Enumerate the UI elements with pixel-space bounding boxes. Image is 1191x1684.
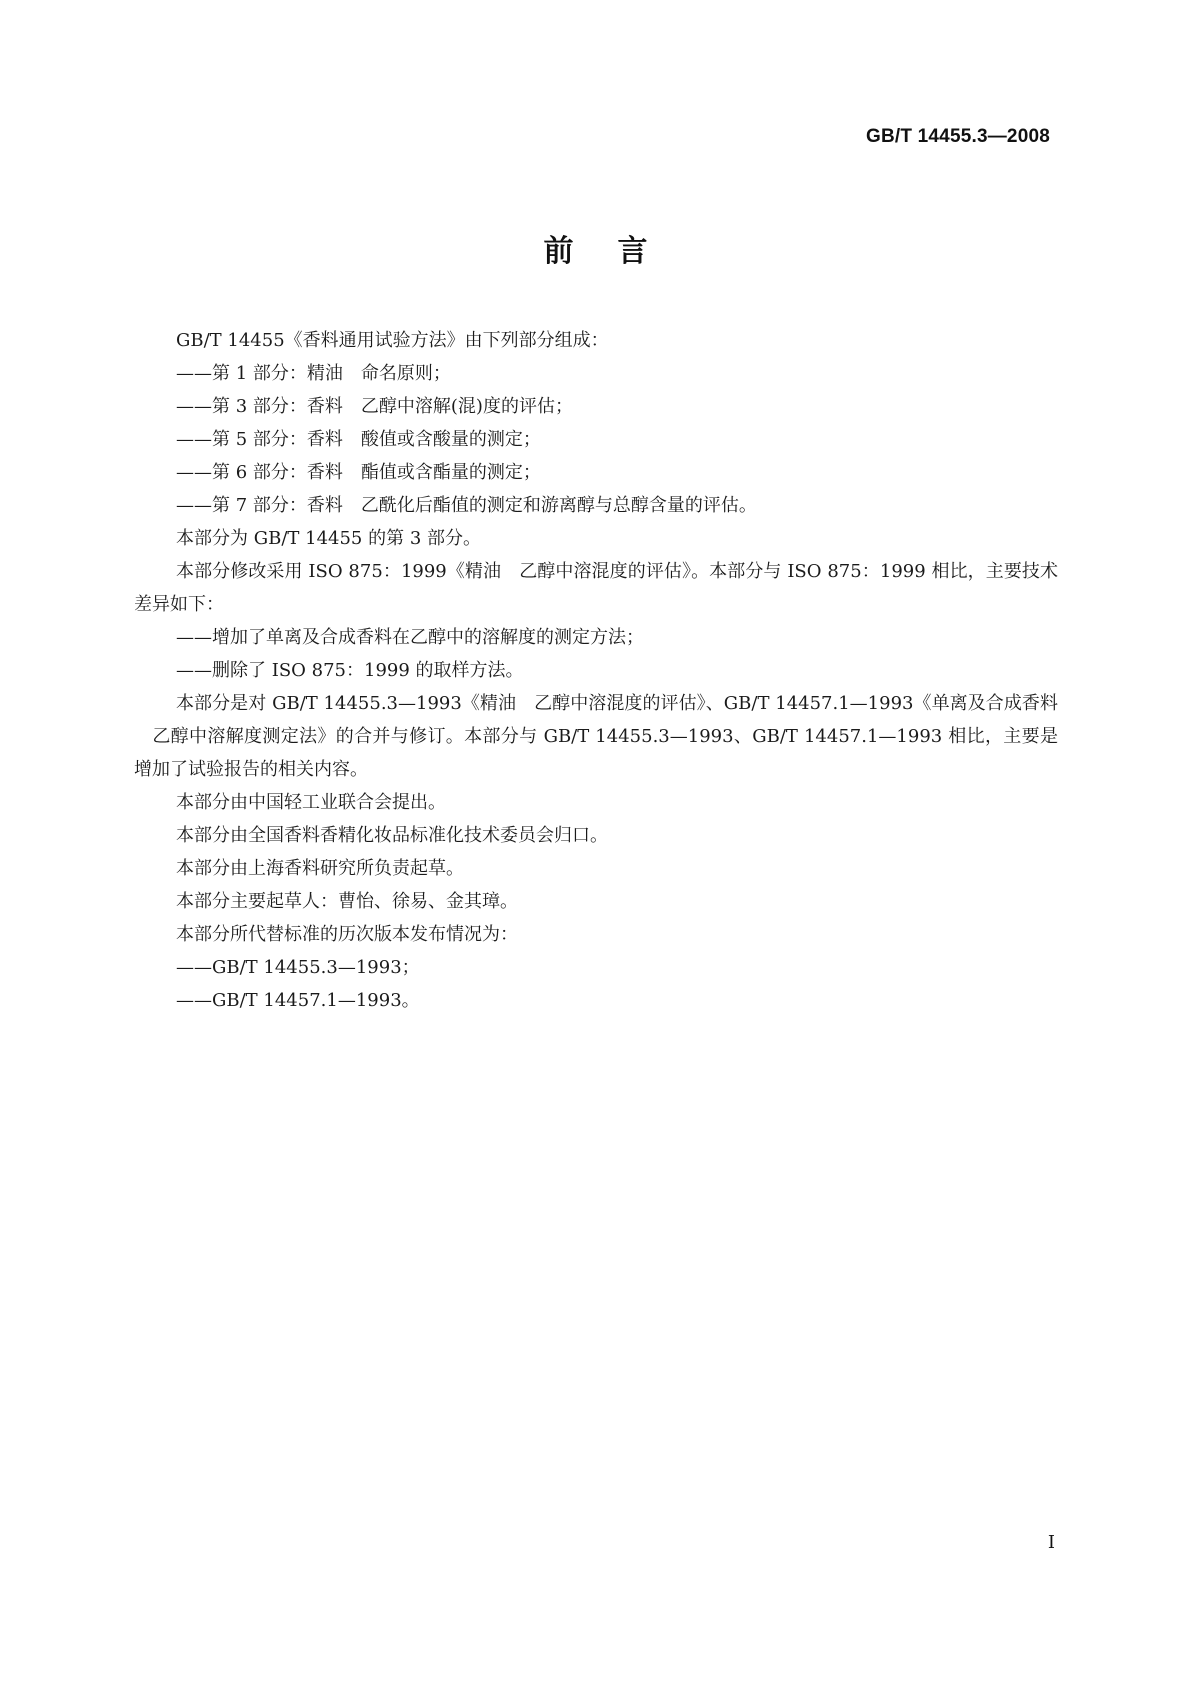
revision-text-b: 乙醇中溶混度的评估》、GB/T 14457.1—1993《单离及合成香料 (534, 693, 1058, 714)
revision-paragraph (134, 687, 1058, 786)
adoption-text-a: 本部分修改采用 ISO 875：1999《精油 (176, 561, 502, 582)
list-item (134, 390, 1058, 423)
part-subject: 命名原则； (360, 363, 451, 384)
list-item: ——GB/T 14455.3—1993； (176, 957, 420, 978)
part-prefix: ——第 6 部分：香料 (176, 462, 343, 483)
part-statement: 本部分为 GB/T 14455 的第 3 部分。 (176, 528, 481, 549)
drafted-by: 本部分由上海香料研究所负责起草。 (176, 858, 464, 879)
part-subject: 酸值或含酸量的测定； (360, 429, 541, 450)
part-subject: 乙酰化后酯值的测定和游离醇与总醇含量的评估。 (360, 495, 757, 516)
list-item (134, 423, 1058, 456)
part-prefix: ——第 1 部分：精油 (176, 363, 343, 384)
part-subject: 乙醇中溶解(混)度的评估； (360, 396, 573, 417)
adoption-text-b: 乙醇中溶混度的评估》。本部分与 ISO 875：1999 相比，主要技术差异如下： (134, 561, 1059, 615)
list-item: ——删除了 ISO 875：1999 的取样方法。 (176, 660, 524, 681)
part-subject: 酯值或含酯量的测定； (360, 462, 541, 483)
replaced-intro: 本部分所代替标准的历次版本发布情况为： (176, 924, 518, 945)
list-item (134, 456, 1058, 489)
part-prefix: ——第 7 部分：香料 (176, 495, 343, 516)
page-title: 前言 (543, 234, 692, 269)
list-item (134, 489, 1058, 522)
list-item: ——增加了单离及合成香料在乙醇中的溶解度的测定方法； (176, 627, 644, 648)
part-prefix: ——第 3 部分：香料 (176, 396, 343, 417)
list-item: ——GB/T 14457.1—1993。 (176, 990, 420, 1011)
composition-intro: GB/T 14455《香料通用试验方法》由下列部分组成： (176, 330, 609, 351)
main-drafters: 本部分主要起草人：曹怡、徐易、金其璋。 (176, 891, 518, 912)
part-prefix: ——第 5 部分：香料 (176, 429, 343, 450)
foreword-body (134, 324, 1058, 1017)
page-number: I (1047, 1532, 1055, 1553)
revision-text-a: 本部分是对 GB/T 14455.3—1993《精油 (176, 693, 517, 714)
standard-number: GB/T 14455.3—2008 (865, 126, 1050, 147)
proposed-by: 本部分由中国轻工业联合会提出。 (176, 792, 446, 813)
centralized-by: 本部分由全国香料香精化妆品标准化技术委员会归口。 (176, 825, 608, 846)
list-item (134, 357, 1058, 390)
adoption-paragraph (134, 555, 1058, 621)
revision-text-c: 乙醇中溶解度测定法》的合并与修订。本部分与 GB/T 14455.3—1993、GB/T 14457.1—1993 相比，主要是增加了试验报告的相关内容。 (134, 726, 1058, 780)
